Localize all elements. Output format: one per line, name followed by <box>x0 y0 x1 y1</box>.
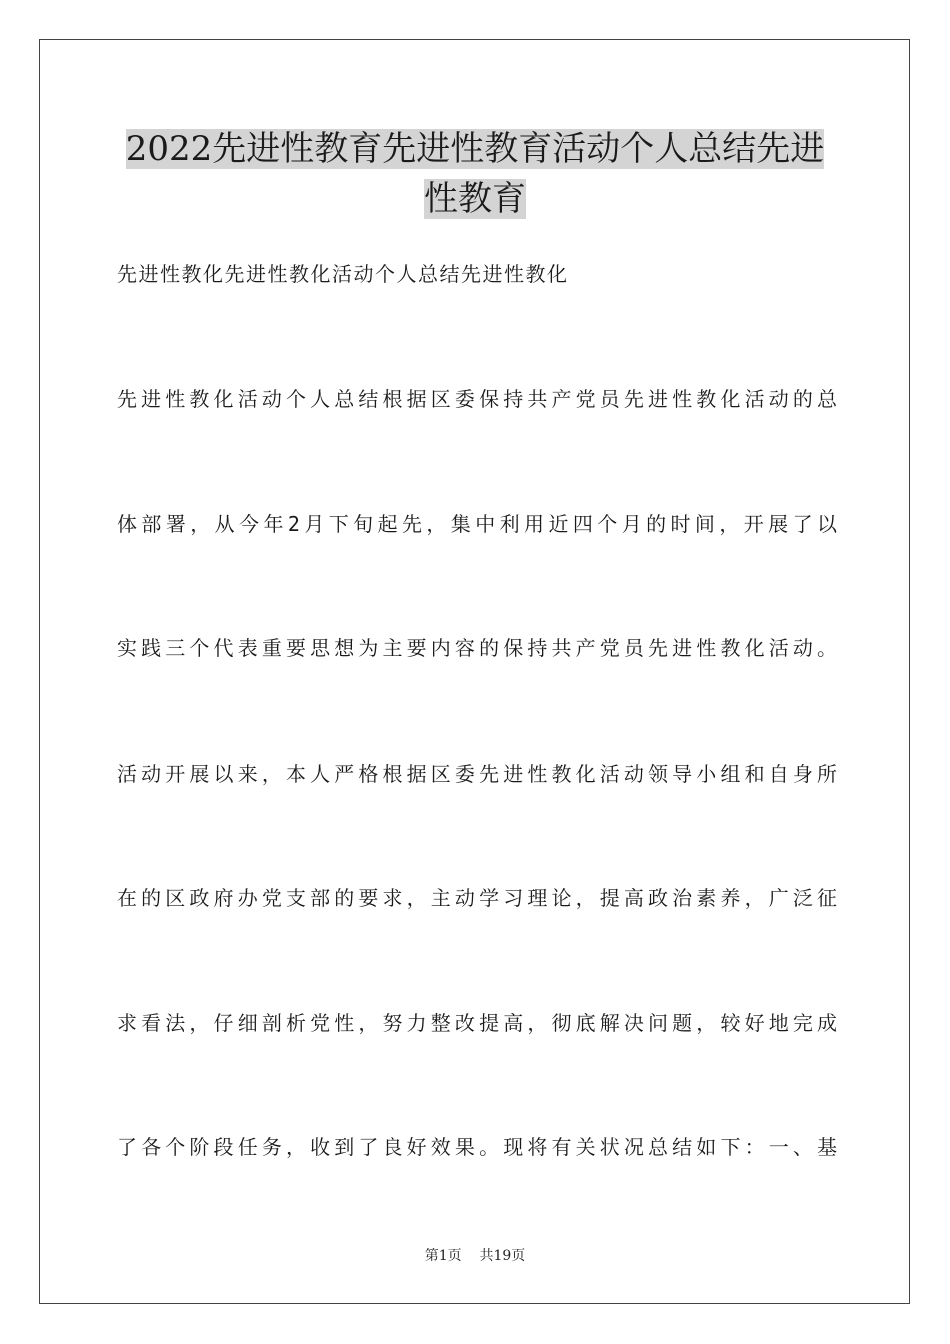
document-title <box>60 124 890 224</box>
body-line-5: 在的区政府办党支部的要求，主动学习理论，提高政治素养，广泛征 <box>117 886 837 910</box>
document-subtitle: 先进性教化先进性教化活动个人总结先进性教化 <box>117 262 569 286</box>
title-line-1: 2022先进性教育先进性教育活动个人总结先进 <box>125 129 825 169</box>
body-line-2: 体部署，从今年2月下旬起先，集中利用近四个月的时间，开展了以 <box>117 512 837 536</box>
body-line-1: 先进性教化活动个人总结根据区委保持共产党员先进性教化活动的总 <box>117 387 837 411</box>
body-line-3: 实践三个代表重要思想为主要内容的保持共产党员先进性教化活动。 <box>117 636 837 660</box>
page-number-footer: 第1页 共19页 <box>424 1248 526 1264</box>
body-line-7: 了各个阶段任务，收到了良好效果。现将有关状况总结如下：一、基 <box>117 1135 837 1159</box>
page-border <box>39 39 910 1304</box>
title-line-2: 性教育 <box>424 179 526 219</box>
body-line-6: 求看法，仔细剖析党性，努力整改提高，彻底解决问题，较好地完成 <box>117 1011 837 1035</box>
body-line-4: 活动开展以来，本人严格根据区委先进性教化活动领导小组和自身所 <box>117 762 837 786</box>
